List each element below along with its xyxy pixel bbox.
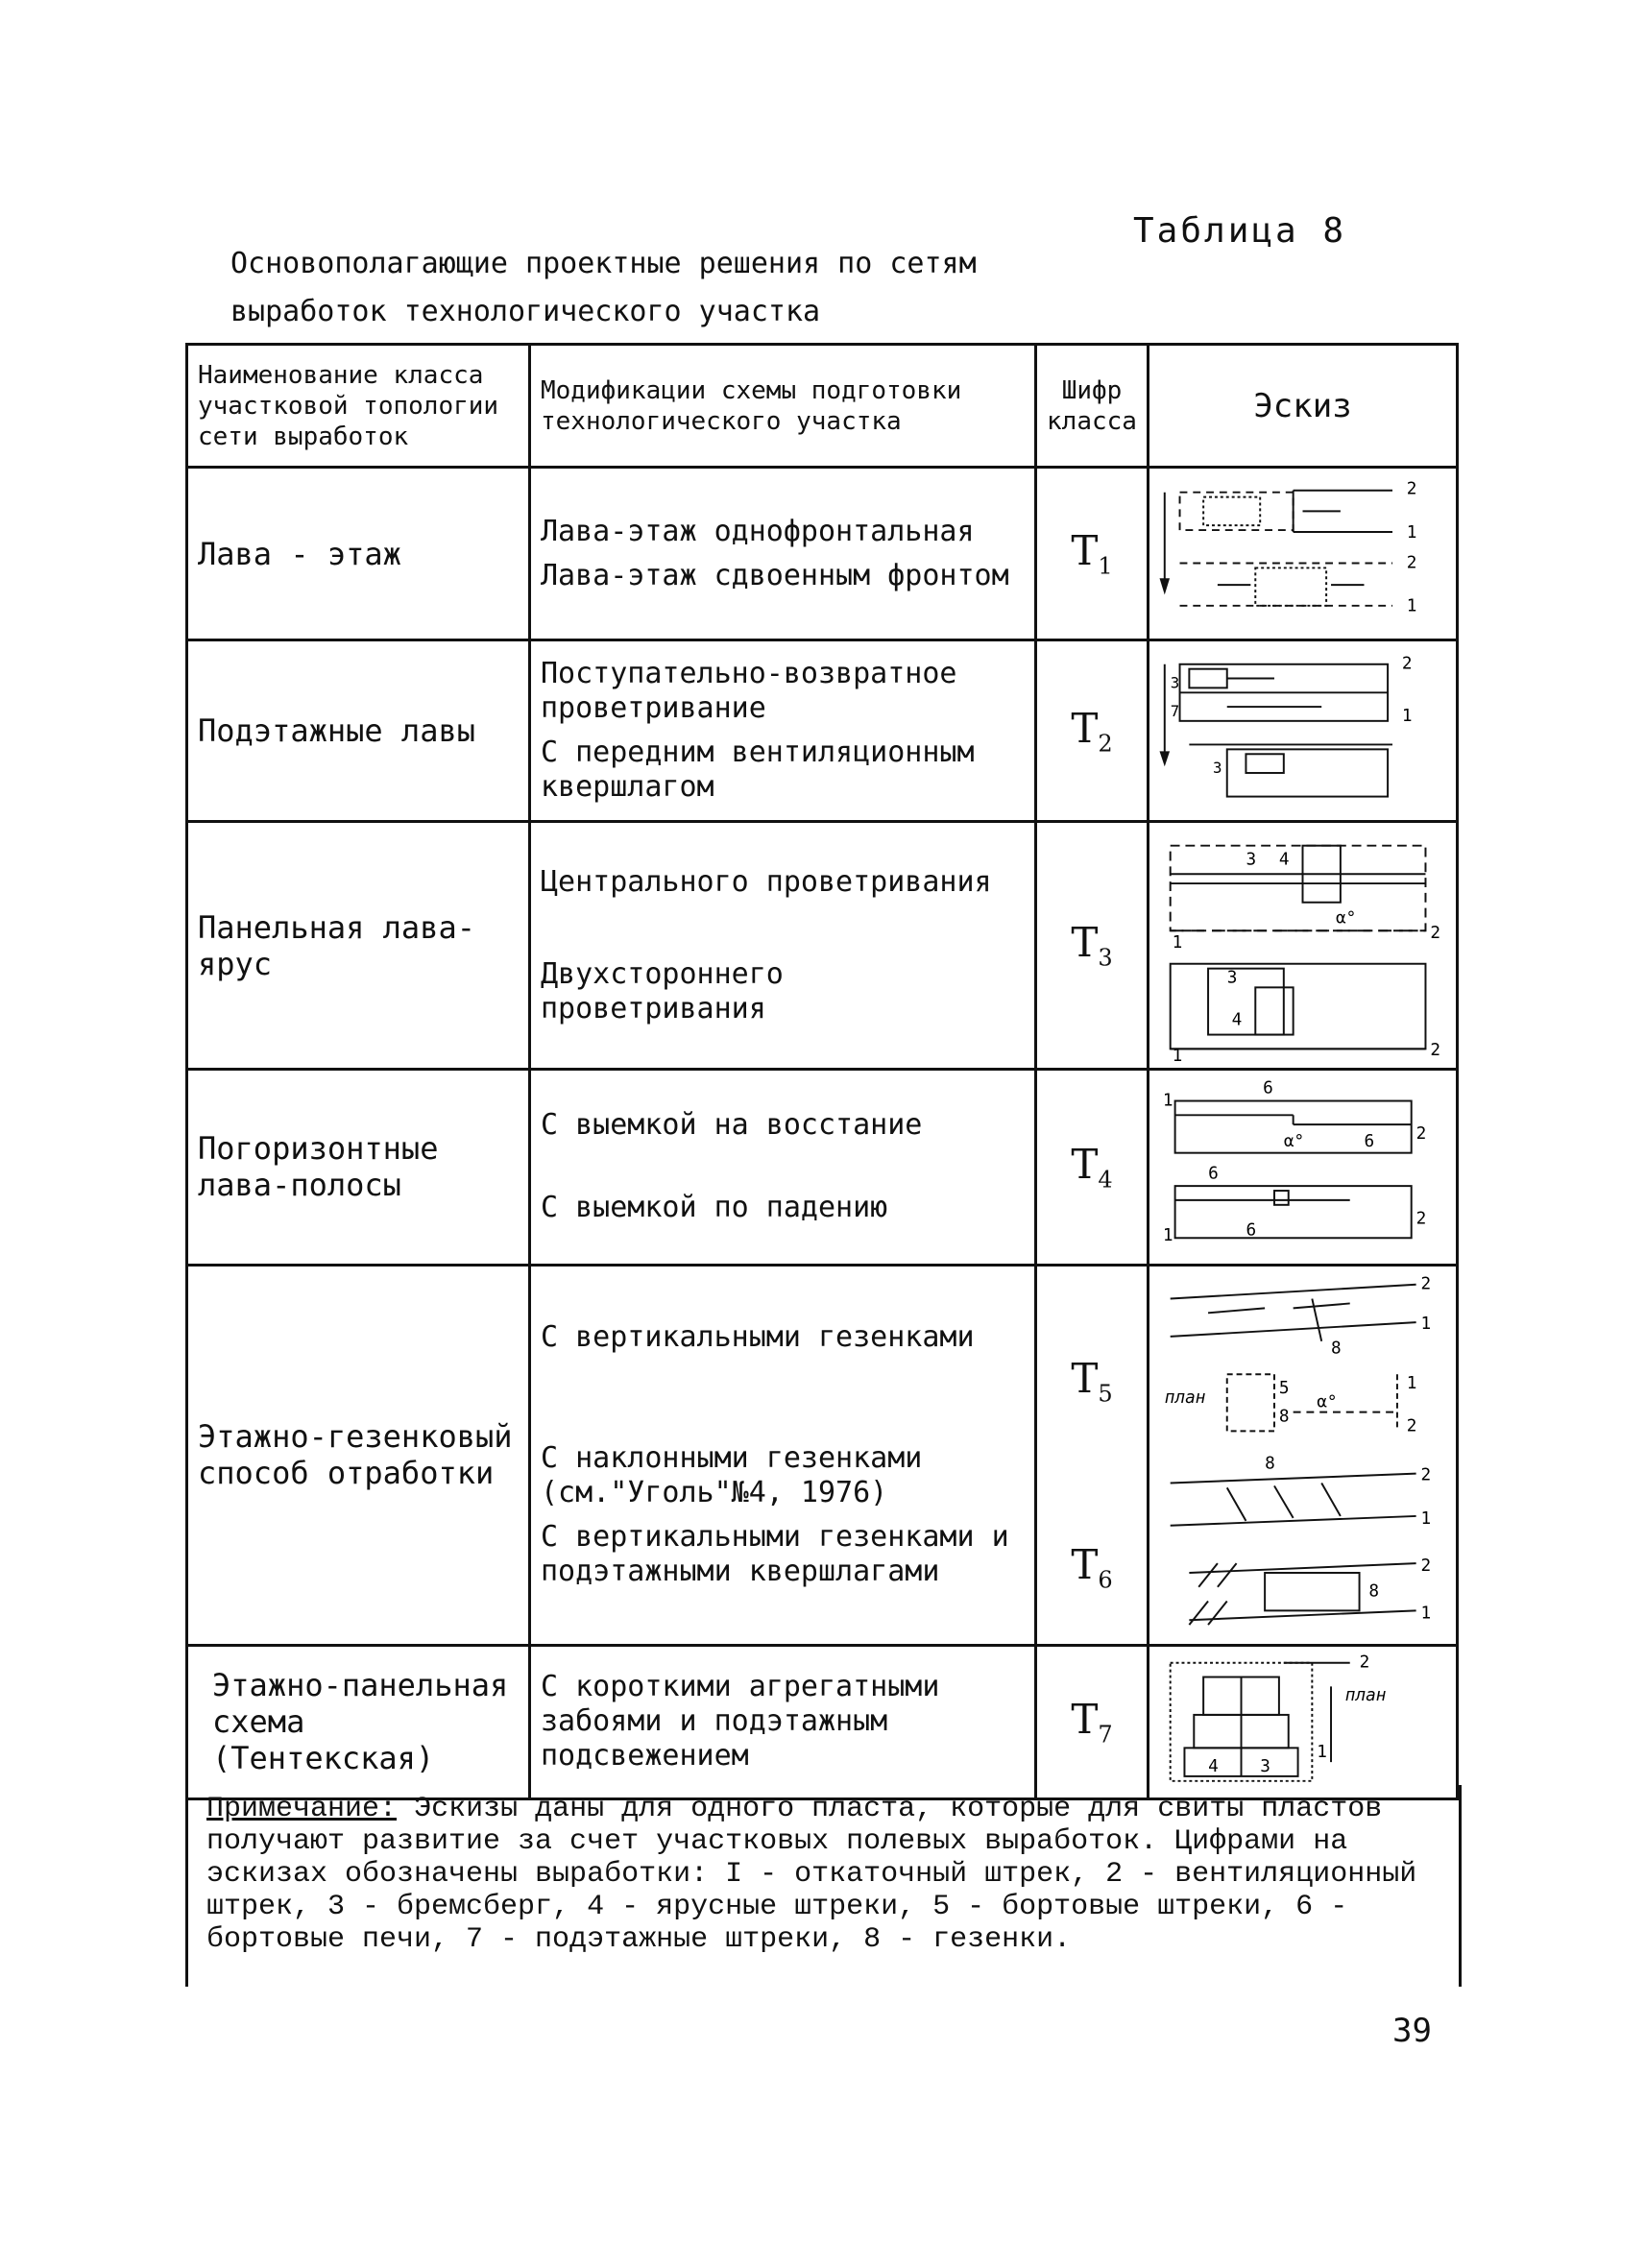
sketch-label: 3 <box>1212 759 1222 778</box>
modifications-cell <box>530 822 1036 1070</box>
table-label: Таблица 8 <box>1133 211 1347 251</box>
sketch-label: 1 <box>1420 1509 1432 1530</box>
table-caption: Основополагающие проектные решения по сетям выработок технологического участка <box>230 247 977 328</box>
code-index: 6 <box>1098 1566 1113 1594</box>
sketch-label: 6 <box>1364 1131 1375 1151</box>
sketch-label: 6 <box>1263 1078 1273 1098</box>
modification-item: С передним вентиляционным квершлагом <box>541 736 975 804</box>
class-code-cell <box>1036 1265 1149 1645</box>
code-index: 1 <box>1098 552 1113 580</box>
table-row <box>187 640 1458 822</box>
table-row <box>187 822 1458 1070</box>
code-index: 7 <box>1098 1721 1113 1749</box>
sketch-label: 2 <box>1406 553 1417 573</box>
sketch-label: 1 <box>1406 522 1417 543</box>
sketch-label: 1 <box>1406 1374 1417 1394</box>
sketch-cell <box>1149 822 1458 1070</box>
sketch-label: 4 <box>1278 850 1290 870</box>
sketch-label: α° <box>1317 1393 1338 1413</box>
sketch-label: 3 <box>1170 673 1180 692</box>
modifications-cell <box>530 1265 1036 1645</box>
class-name-cell: Этажно-панельная схема (Тентекская) <box>187 1645 530 1798</box>
sketch-label: 4 <box>1231 1011 1243 1031</box>
sketch-label: 1 <box>1162 1226 1173 1246</box>
sketch-label: 2 <box>1420 1275 1432 1295</box>
sketch-t3 <box>1151 827 1454 1063</box>
modification-item: Поступательно-возвратное проветривание <box>541 657 957 725</box>
sketch-label: 2 <box>1359 1653 1370 1673</box>
table-header-row <box>187 345 1458 468</box>
table-row <box>187 1070 1458 1266</box>
sketch-cell <box>1149 640 1458 822</box>
sketch-t1 <box>1151 473 1454 634</box>
sketch-label: 2 <box>1430 924 1441 944</box>
sketch-label: план <box>1164 1388 1206 1409</box>
class-code-cell <box>1036 1645 1149 1798</box>
class-code-cell <box>1036 640 1149 822</box>
code-letter: T <box>1071 527 1099 575</box>
sketch-label: 2 <box>1430 1041 1441 1061</box>
sketch-label: 3 <box>1246 850 1257 870</box>
sketch-label: 1 <box>1420 1604 1432 1624</box>
sketch-cell <box>1149 1070 1458 1266</box>
sketch-label: α° <box>1335 908 1357 929</box>
sketch-label: 2 <box>1406 479 1417 499</box>
code-index: 3 <box>1098 944 1113 972</box>
code-index: 5 <box>1098 1380 1113 1408</box>
sketch-label: 2 <box>1420 1556 1432 1577</box>
page-number: 39 <box>1392 2012 1432 2050</box>
sketch-label: 1 <box>1406 596 1417 616</box>
sketch-cell <box>1149 468 1458 640</box>
class-name-cell: Этажно-гезенковый способ отработки <box>187 1265 530 1645</box>
header-code: Шифр класса <box>1036 345 1149 468</box>
sketch-label: 2 <box>1420 1465 1432 1485</box>
note-label: Примечание: <box>206 1793 398 1825</box>
modification-item: Лава-этаж однофронтальная <box>541 514 975 548</box>
modification-item: Двухстороннего проветривания <box>541 956 784 1025</box>
sketch-label: план <box>1344 1686 1387 1706</box>
sketch-label: 1 <box>1317 1743 1327 1763</box>
sketch-t5-t6 <box>1151 1270 1454 1639</box>
code-letter: T <box>1071 1541 1099 1589</box>
table-row <box>187 1645 1458 1798</box>
modification-item: С выемкой на восстание <box>541 1108 923 1143</box>
sketch-label: 8 <box>1278 1407 1290 1427</box>
code-index: 4 <box>1098 1166 1113 1194</box>
class-name-cell: Подэтажные лавы <box>187 640 530 822</box>
sketch-label: 1 <box>1162 1091 1173 1111</box>
sketch-label: 6 <box>1246 1220 1257 1241</box>
modification-item: С наклонными гезенками (см."Уголь"№4, 1976) <box>541 1441 923 1510</box>
sketch-label: 1 <box>1172 933 1183 953</box>
code-letter: T <box>1071 1696 1099 1744</box>
sketch-t7 <box>1151 1649 1454 1796</box>
modifications-cell <box>530 640 1036 822</box>
sketch-cell <box>1149 1265 1458 1645</box>
header-sketch: Эскиз <box>1149 345 1458 468</box>
class-code-cell <box>1036 822 1149 1070</box>
sketch-label: 3 <box>1260 1757 1270 1777</box>
sketch-label: 1 <box>1401 707 1413 727</box>
sketch-label: 3 <box>1226 968 1238 988</box>
class-name-cell: Погоризонтные лава-полосы <box>187 1070 530 1266</box>
table-row <box>187 468 1458 640</box>
code-letter: T <box>1071 1354 1099 1402</box>
modifications-cell <box>530 1070 1036 1266</box>
table-note <box>206 1793 1455 1956</box>
sketch-label: 6 <box>1208 1164 1219 1184</box>
sketch-label: 2 <box>1406 1416 1417 1436</box>
sketch-label: 1 <box>1172 1047 1183 1064</box>
header-modifications: Модификации схемы подготовки технологического участка <box>530 345 1036 468</box>
modification-item: С вертикальными гезенками <box>541 1320 975 1355</box>
code-letter: T <box>1071 1141 1099 1189</box>
sketch-t2 <box>1151 650 1454 810</box>
sketch-label: 4 <box>1208 1757 1219 1777</box>
sketch-label: 2 <box>1415 1209 1427 1229</box>
sketch-label: 2 <box>1415 1123 1427 1144</box>
header-class-name: Наименование класса участковой топологии сети выработок <box>187 345 530 468</box>
modifications-cell <box>530 468 1036 640</box>
class-code-cell <box>1036 1070 1149 1266</box>
sketch-label: α° <box>1283 1131 1305 1151</box>
note-text: Эскизы даны для одного пласта, которые для свиты пластов получают развитие за счет участковых полевых выработок. Цифрами на эскизах обозначены выработки: I - откаточный штрек, 2 - вентиляционный штрек, 3 - бремсберг, 4 - ярусные штреки, 5 - бортовые штреки, 6 - бортовые печи, 7 - подэтажные штреки, 8 - гезенки. <box>206 1793 1417 1956</box>
table-row <box>187 1265 1458 1645</box>
modification-item: С выемкой по падению <box>541 1191 888 1225</box>
sketch-t4 <box>1151 1073 1454 1262</box>
class-code-cell <box>1036 468 1149 640</box>
class-name-cell: Лава - этаж <box>187 468 530 640</box>
design-solutions-table <box>185 343 1459 1800</box>
sketch-label: 8 <box>1368 1582 1380 1603</box>
modification-item: Центрального проветривания <box>541 864 992 899</box>
sketch-label: 8 <box>1265 1455 1275 1475</box>
modification-item: С короткими агрегатными забоями и подэтажным подсвежением <box>541 1670 940 1773</box>
sketch-label: 8 <box>1331 1339 1342 1360</box>
class-name-cell: Панельная лава-ярус <box>187 822 530 1070</box>
code-index: 2 <box>1098 730 1113 758</box>
sketch-label: 5 <box>1278 1379 1290 1399</box>
modifications-cell <box>530 1645 1036 1798</box>
sketch-label: 1 <box>1420 1315 1432 1335</box>
code-letter: T <box>1071 919 1099 967</box>
sketch-label: 7 <box>1170 702 1180 721</box>
modification-item: С вертикальными гезенками и подэтажными квершлагами <box>541 1520 1009 1589</box>
code-letter: T <box>1071 704 1099 752</box>
sketch-cell <box>1149 1645 1458 1798</box>
sketch-label: 2 <box>1401 655 1413 675</box>
modification-item: Лава-этаж сдвоенным фронтом <box>541 558 1009 592</box>
